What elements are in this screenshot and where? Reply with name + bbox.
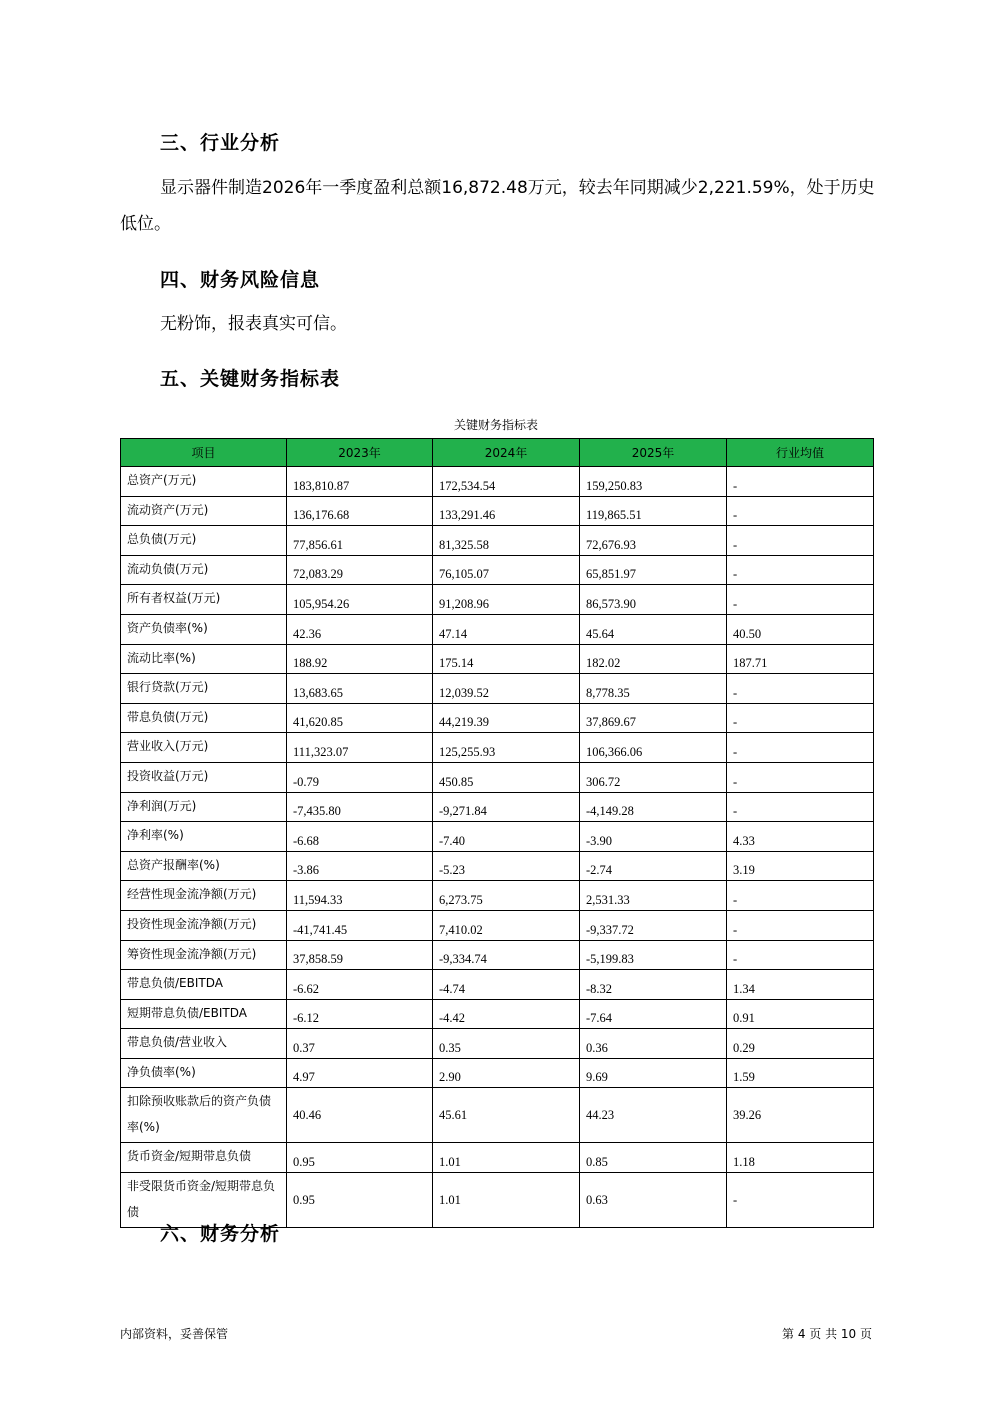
value-cell: 1.34 [727, 970, 874, 1000]
value-cell: -9,337.72 [580, 910, 727, 940]
row-label-cell: 流动资产(万元) [121, 496, 287, 526]
value-cell: 41,620.85 [287, 703, 433, 733]
value-cell: 106,366.06 [580, 733, 727, 763]
value-cell: -5,199.83 [580, 940, 727, 970]
row-label-cell: 净利润(万元) [121, 792, 287, 822]
value-cell: 1.18 [727, 1143, 874, 1173]
value-cell: - [727, 467, 874, 497]
value-cell: 159,250.83 [580, 467, 727, 497]
value-cell: 6,273.75 [433, 881, 580, 911]
value-cell: 81,325.58 [433, 526, 580, 556]
value-cell: 175.14 [433, 644, 580, 674]
value-cell: 450.85 [433, 762, 580, 792]
value-cell: - [727, 881, 874, 911]
value-cell: 1.01 [433, 1173, 580, 1228]
value-cell: -5.23 [433, 851, 580, 881]
value-cell: -3.86 [287, 851, 433, 881]
value-cell: 188.92 [287, 644, 433, 674]
value-cell: 0.85 [580, 1143, 727, 1173]
row-label-cell: 短期带息负债/EBITDA [121, 999, 287, 1029]
table-row [121, 940, 874, 970]
value-cell: 1.01 [433, 1143, 580, 1173]
row-label-cell: 营业收入(万元) [121, 733, 287, 763]
value-cell: 8,778.35 [580, 674, 727, 704]
value-cell: 187.71 [727, 644, 874, 674]
value-cell: 37,858.59 [287, 940, 433, 970]
risk-paragraph: 无粉饰，报表真实可信。 [160, 314, 347, 334]
value-cell: -4.74 [433, 970, 580, 1000]
value-cell: 72,083.29 [287, 555, 433, 585]
value-cell: 42.36 [287, 614, 433, 644]
row-label-cell: 所有者权益(万元) [121, 585, 287, 615]
section-heading-analysis: 六、财务分析 [160, 1223, 281, 1245]
value-cell: 13,683.65 [287, 674, 433, 704]
row-label-cell: 经营性现金流净额(万元) [121, 881, 287, 911]
value-cell: 0.95 [287, 1173, 433, 1228]
industry-paragraph-line2: 低位。 [120, 214, 171, 234]
row-label-cell: 带息负债/EBITDA [121, 970, 287, 1000]
column-header-2025: 2025年 [580, 439, 727, 467]
value-cell: -4.42 [433, 999, 580, 1029]
value-cell: - [727, 496, 874, 526]
value-cell: 72,676.93 [580, 526, 727, 556]
row-label-cell: 筹资性现金流净额(万元) [121, 940, 287, 970]
section-heading-risk: 四、财务风险信息 [160, 269, 321, 291]
row-label-cell: 扣除预收账款后的资产负债率(%) [121, 1088, 287, 1143]
row-label-cell: 带息负债/营业收入 [121, 1029, 287, 1059]
row-label-cell: 带息负债(万元) [121, 703, 287, 733]
value-cell: -6.68 [287, 822, 433, 852]
row-label-cell: 总负债(万元) [121, 526, 287, 556]
table-row [121, 851, 874, 881]
financial-indicators-table [120, 438, 874, 1228]
value-cell: 45.64 [580, 614, 727, 644]
value-cell: 37,869.67 [580, 703, 727, 733]
table-row [121, 614, 874, 644]
value-cell: 3.19 [727, 851, 874, 881]
table-row [121, 792, 874, 822]
value-cell: 2.90 [433, 1058, 580, 1088]
table-row [121, 762, 874, 792]
value-cell: - [727, 910, 874, 940]
row-label-cell: 总资产(万元) [121, 467, 287, 497]
industry-paragraph-line1: 显示器件制造2026年一季度盈利总额16,872.48万元，较去年同期减少2,221.59%，处于历史 [160, 178, 875, 198]
value-cell: - [727, 674, 874, 704]
table-row [121, 1088, 874, 1143]
section-heading-industry: 三、行业分析 [160, 132, 281, 154]
value-cell: 44.23 [580, 1088, 727, 1143]
table-row [121, 1058, 874, 1088]
table-header-row [121, 439, 874, 467]
value-cell: 86,573.90 [580, 585, 727, 615]
column-header-2024: 2024年 [433, 439, 580, 467]
row-label-cell: 投资性现金流净额(万元) [121, 910, 287, 940]
value-cell: 76,105.07 [433, 555, 580, 585]
value-cell: -7.64 [580, 999, 727, 1029]
value-cell: -41,741.45 [287, 910, 433, 940]
value-cell: 7,410.02 [433, 910, 580, 940]
table-row [121, 674, 874, 704]
value-cell: 183,810.87 [287, 467, 433, 497]
value-cell: 182.02 [580, 644, 727, 674]
value-cell: - [727, 585, 874, 615]
row-label-cell: 投资收益(万元) [121, 762, 287, 792]
value-cell: 77,856.61 [287, 526, 433, 556]
value-cell: 105,954.26 [287, 585, 433, 615]
value-cell: 1.59 [727, 1058, 874, 1088]
column-header-2023: 2023年 [287, 439, 433, 467]
value-cell: -6.62 [287, 970, 433, 1000]
value-cell: 2,531.33 [580, 881, 727, 911]
value-cell: 9.69 [580, 1058, 727, 1088]
value-cell: 119,865.51 [580, 496, 727, 526]
value-cell: 11,594.33 [287, 881, 433, 911]
value-cell: - [727, 940, 874, 970]
value-cell: 0.35 [433, 1029, 580, 1059]
row-label-cell: 流动比率(%) [121, 644, 287, 674]
value-cell: 44,219.39 [433, 703, 580, 733]
table-row [121, 970, 874, 1000]
table-body [121, 467, 874, 1228]
value-cell: -9,271.84 [433, 792, 580, 822]
row-label-cell: 非受限货币资金/短期带息负债 [121, 1173, 287, 1228]
table-row [121, 910, 874, 940]
row-label-cell: 资产负债率(%) [121, 614, 287, 644]
value-cell: 40.50 [727, 614, 874, 644]
row-label-cell: 净负债率(%) [121, 1058, 287, 1088]
value-cell: 136,176.68 [287, 496, 433, 526]
value-cell: 4.97 [287, 1058, 433, 1088]
value-cell: -9,334.74 [433, 940, 580, 970]
table-row [121, 585, 874, 615]
value-cell: - [727, 792, 874, 822]
value-cell: 0.29 [727, 1029, 874, 1059]
value-cell: 0.91 [727, 999, 874, 1029]
value-cell: -2.74 [580, 851, 727, 881]
value-cell: 12,039.52 [433, 674, 580, 704]
table-row [121, 644, 874, 674]
row-label-cell: 流动负债(万元) [121, 555, 287, 585]
table-row [121, 496, 874, 526]
value-cell: 40.46 [287, 1088, 433, 1143]
value-cell: - [727, 762, 874, 792]
value-cell: - [727, 733, 874, 763]
value-cell: 111,323.07 [287, 733, 433, 763]
value-cell: 306.72 [580, 762, 727, 792]
table-row [121, 1029, 874, 1059]
column-header-item: 项目 [121, 439, 287, 467]
column-header-industry-average: 行业均值 [727, 439, 874, 467]
value-cell: 0.36 [580, 1029, 727, 1059]
footer-confidential-note: 内部资料，妥善保管 [120, 1327, 229, 1341]
value-cell: 65,851.97 [580, 555, 727, 585]
value-cell: 133,291.46 [433, 496, 580, 526]
value-cell: 91,208.96 [433, 585, 580, 615]
table-row [121, 467, 874, 497]
value-cell: - [727, 555, 874, 585]
value-cell: 45.61 [433, 1088, 580, 1143]
table-row [121, 733, 874, 763]
value-cell: - [727, 1173, 874, 1228]
value-cell: -3.90 [580, 822, 727, 852]
value-cell: -4,149.28 [580, 792, 727, 822]
table-row [121, 822, 874, 852]
value-cell: 0.63 [580, 1173, 727, 1228]
value-cell: 0.95 [287, 1143, 433, 1173]
value-cell: -0.79 [287, 762, 433, 792]
value-cell: -7,435.80 [287, 792, 433, 822]
value-cell: 47.14 [433, 614, 580, 644]
value-cell: -7.40 [433, 822, 580, 852]
value-cell: -6.12 [287, 999, 433, 1029]
table-caption: 关键财务指标表 [453, 418, 538, 432]
table-row [121, 703, 874, 733]
section-heading-indicators: 五、关键财务指标表 [160, 368, 341, 390]
table-row [121, 1143, 874, 1173]
value-cell: 125,255.93 [433, 733, 580, 763]
value-cell: - [727, 703, 874, 733]
row-label-cell: 银行贷款(万元) [121, 674, 287, 704]
table-row [121, 526, 874, 556]
value-cell: 39.26 [727, 1088, 874, 1143]
row-label-cell: 净利率(%) [121, 822, 287, 852]
table-row [121, 881, 874, 911]
value-cell: - [727, 526, 874, 556]
table-row [121, 555, 874, 585]
value-cell: 0.37 [287, 1029, 433, 1059]
table-row [121, 999, 874, 1029]
value-cell: 4.33 [727, 822, 874, 852]
footer-page-number: 第 4 页 共 10 页 [782, 1327, 872, 1341]
row-label-cell: 总资产报酬率(%) [121, 851, 287, 881]
value-cell: 172,534.54 [433, 467, 580, 497]
value-cell: -8.32 [580, 970, 727, 1000]
row-label-cell: 货币资金/短期带息负债 [121, 1143, 287, 1173]
